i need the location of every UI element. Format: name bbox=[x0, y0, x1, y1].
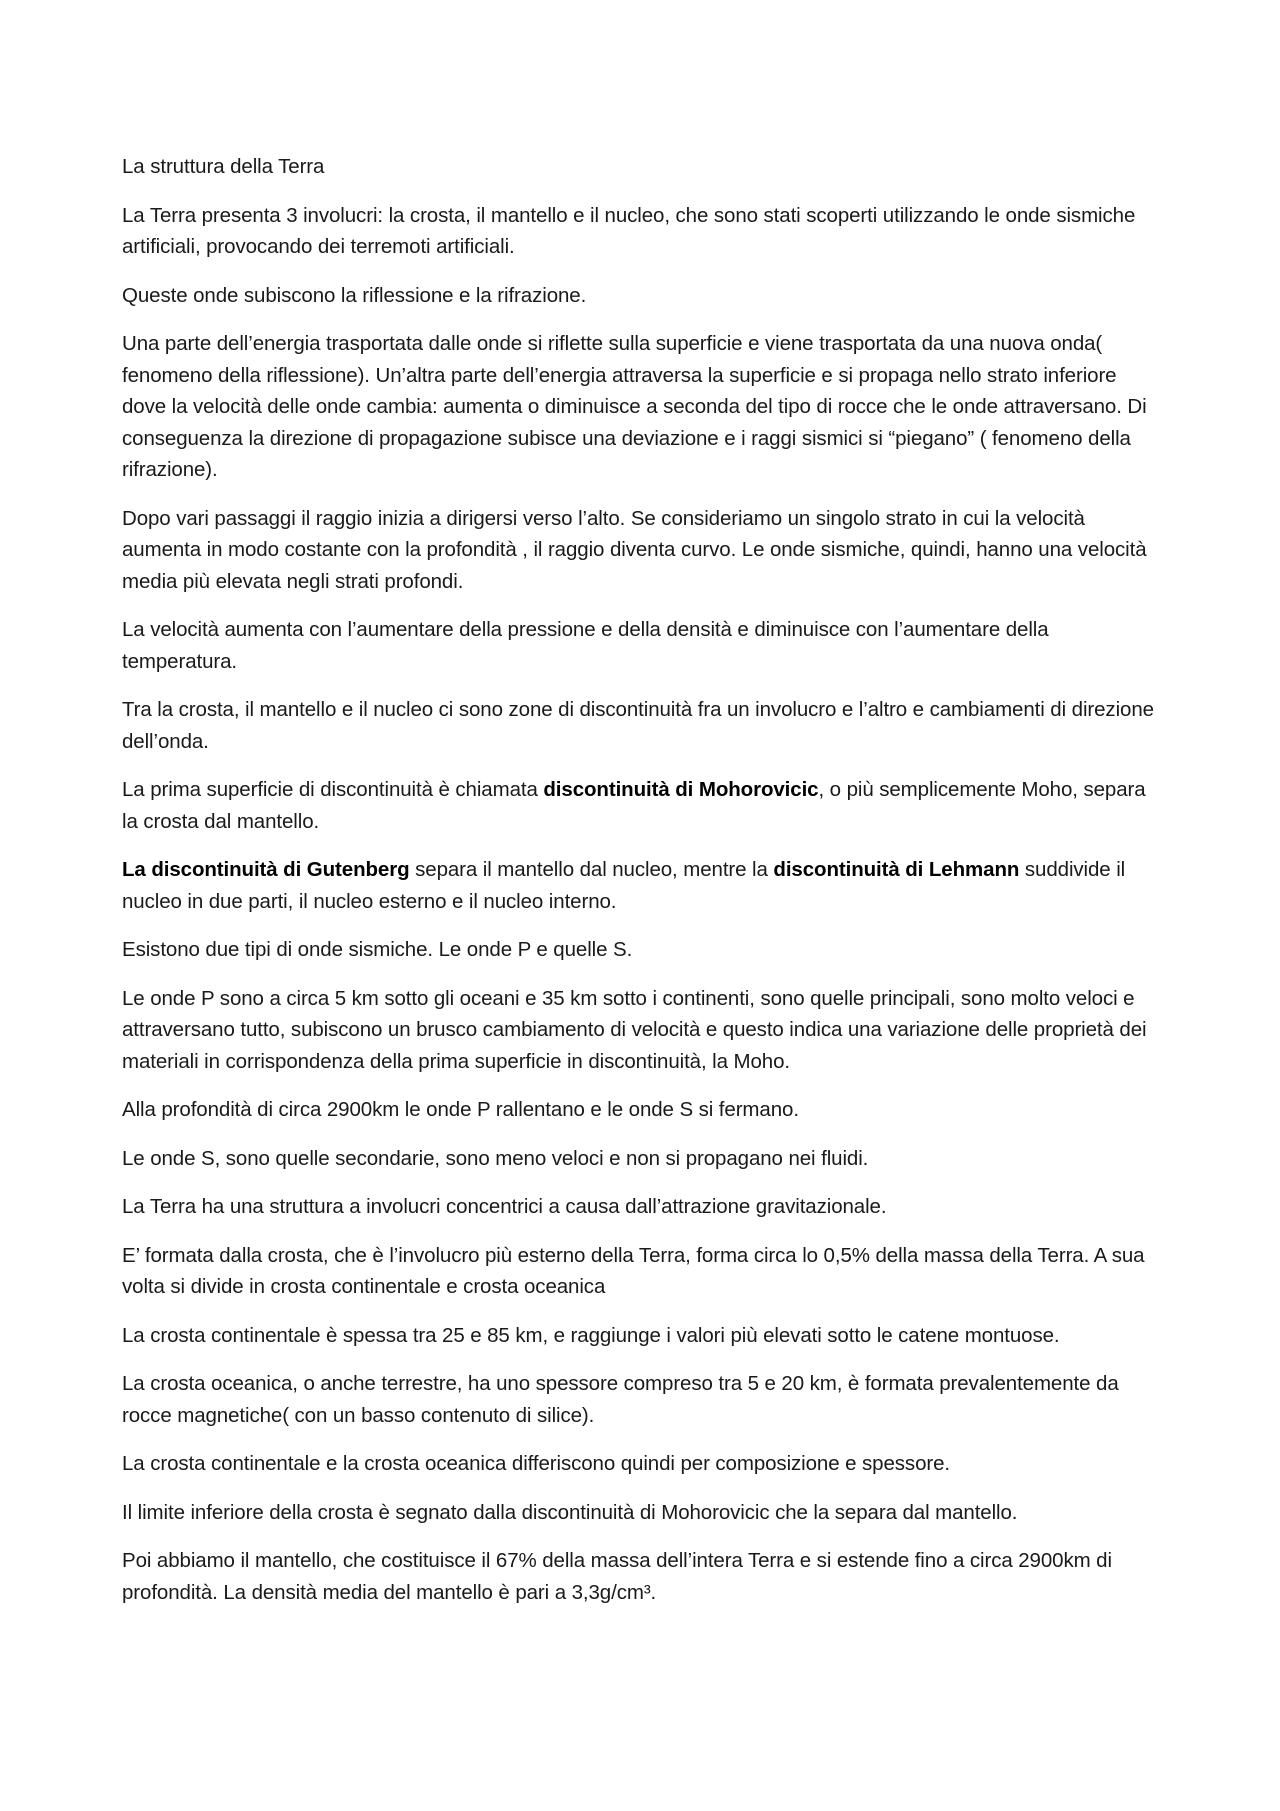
paragraph-onde-s: Le onde S, sono quelle secondarie, sono meno veloci e non si propagano nei fluidi. bbox=[122, 1146, 869, 1170]
paragraph-crosta: E’ formata dalla crosta, che è l’involucro più esterno della Terra, forma circa lo 0,5% della massa della Terra. A sua volta si divide in crosta continentale e crosta oceanica bbox=[122, 1243, 1145, 1298]
paragraph-crosta-continentale: La crosta continentale è spessa tra 25 e 85 km, e raggiunge i valori più elevati sotto le catene montuose. bbox=[122, 1323, 1060, 1347]
paragraph-energia-onde: Una parte dell’energia trasportata dalle onde si riflette sulla superficie e viene trasportata da una nuova onda( fenomeno della riflessione). Un’altra parte dell’energia attraversa la superficie e si propaga nello strato inferiore dove la velocità delle onde cambia: aumenta o diminuisce a seconda del tipo di rocce che le onde attraversano. Di conseguenza la direzione di propagazione subisce una deviazione e i raggi sismici si “piegano” ( fenomeno della rifrazione). bbox=[122, 332, 1147, 481]
text-span: La prima superficie di discontinuità è chiamata bbox=[122, 778, 544, 801]
paragraph-discontinuita: Tra la crosta, il mantello e il nucleo ci sono zone di discontinuità fra un involucro e l’altro e cambiamenti di direzione dell’onda. bbox=[122, 698, 1154, 753]
text-span: suddivide il nucleo in due parti, il nucleo esterno e il nucleo interno. bbox=[122, 858, 1126, 913]
paragraph-moho bbox=[122, 774, 1162, 837]
paragraph-differenze-crosta: La crosta continentale e la crosta oceanica differiscono quindi per composizione e spessore. bbox=[122, 1452, 950, 1475]
paragraph-gutenberg-lehmann bbox=[122, 854, 1162, 917]
paragraph-involucri-concentrici: La Terra ha una struttura a involucri concentrici a causa dall’attrazione gravitazionale. bbox=[122, 1195, 887, 1218]
document-page bbox=[122, 151, 1162, 1625]
paragraph-onde-p: Le onde P sono a circa 5 km sotto gli oceani e 35 km sotto i continenti, sono quelle principali, sono molto veloci e attraversano tutto, subiscono un brusco cambiamento di velocità e questo indica una variazione delle proprietà dei materiali in corrispondenza della prima superficie in discontinuità, la Moho. bbox=[122, 986, 1147, 1073]
paragraph-riflessione-rifrazione: Queste onde subiscono la riflessione e la rifrazione. bbox=[122, 283, 587, 307]
paragraph-tipi-onde: Esistono due tipi di onde sismiche. Le onde P e quelle S. bbox=[122, 938, 633, 961]
paragraph-velocita: La velocità aumenta con l’aumentare della pressione e della densità e diminuisce con l’aumentare della temperatura. bbox=[122, 618, 1049, 673]
text-span: , o più semplicemente Moho, separa la crosta dal mantello. bbox=[122, 778, 1146, 833]
paragraph-mantello: Poi abbiamo il mantello, che costituisce il 67% della massa dell’intera Terra e si estende fino a circa 2900km di profondità. La densità media del mantello è pari a 3,3g/cm³. bbox=[122, 1549, 1112, 1604]
bold-term-mohorovicic: discontinuità di Mohorovicic bbox=[543, 778, 819, 801]
bold-term-gutenberg: La discontinuità di Gutenberg bbox=[122, 858, 410, 881]
bold-term-lehmann: discontinuità di Lehmann bbox=[773, 858, 1020, 881]
paragraph-raggio-curvo: Dopo vari passaggi il raggio inizia a dirigersi verso l’alto. Se consideriamo un singolo strato in cui la velocità aumenta in modo costante con la profondità , il raggio diventa curvo. Le onde sismiche, quindi, hanno una velocità media più elevata negli strati profondi. bbox=[122, 506, 1147, 593]
document-title: La struttura della Terra bbox=[122, 155, 325, 178]
paragraph-2900km: Alla profondità di circa 2900km le onde P rallentano e le onde S si fermano. bbox=[122, 1098, 799, 1121]
text-span: separa il mantello dal nucleo, mentre la bbox=[409, 858, 774, 881]
paragraph-involucri: La Terra presenta 3 involucri: la crosta, il mantello e il nucleo, che sono stati scoperti utilizzando le onde sismiche artificiali, provocando dei terremoti artificiali. bbox=[122, 203, 1136, 258]
paragraph-crosta-oceanica: La crosta oceanica, o anche terrestre, ha uno spessore compreso tra 5 e 20 km, è formata prevalentemente da rocce magnetiche( con un basso contenuto di silice). bbox=[122, 1372, 1119, 1427]
paragraph-limite-inferiore: Il limite inferiore della crosta è segnato dalla discontinuità di Mohorovicic che la separa dal mantello. bbox=[122, 1500, 1018, 1524]
